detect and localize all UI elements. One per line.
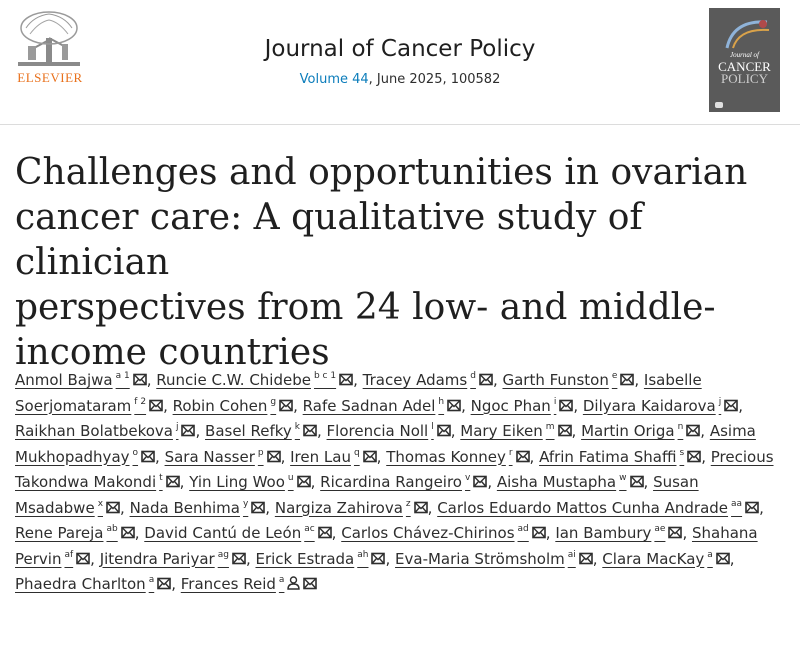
author-affiliation: aa [731, 498, 743, 509]
person-icon [287, 576, 300, 590]
envelope-icon [339, 373, 353, 386]
author-affiliation: a [148, 575, 155, 585]
envelope-icon [532, 526, 546, 539]
envelope-icon [363, 450, 377, 463]
envelope-icon [76, 552, 90, 565]
author-link[interactable] [15, 422, 195, 440]
author-link[interactable] [555, 524, 682, 542]
author-affiliation: k [294, 422, 300, 432]
author-link[interactable] [583, 397, 738, 415]
author-name: Jitendra Pariyar [99, 549, 215, 568]
envelope-icon [686, 424, 700, 437]
envelope-icon [716, 552, 730, 565]
article-title-line: perspectives from 24 low- and middle- [15, 287, 716, 328]
envelope-icon [473, 475, 487, 488]
author-affiliation: l [431, 422, 434, 432]
author-affiliation: v [464, 473, 471, 483]
author-affiliation: y [242, 498, 249, 509]
author-name: Phaedra Charlton [15, 575, 146, 593]
author-name: Yin Ling Woo [189, 473, 285, 491]
journal-info [0, 36, 800, 87]
author-affiliation: i [553, 396, 557, 407]
author-name: Shahana Pervin [15, 524, 758, 568]
author-affiliation: m [545, 422, 555, 432]
author-name: Aisha Mustapha [496, 473, 617, 491]
author-name: Precious Takondwa Makondi [15, 447, 774, 491]
article-title [15, 150, 785, 375]
author-link[interactable] [437, 499, 759, 517]
author-name: Sara Nasser [164, 447, 255, 466]
envelope-icon [303, 577, 317, 590]
author-affiliation: ag [217, 549, 229, 560]
envelope-icon [745, 501, 759, 514]
article-title-line: income countries [15, 332, 330, 373]
envelope-icon [279, 399, 293, 412]
author-link[interactable] [395, 550, 593, 568]
author-link[interactable] [581, 422, 700, 440]
author-list: Anmol Bajwa $^{a 1}$ , Runcie C.W. Chidebe $^{b c 1}$ , Tracey Adams $^d$ , Garth Funston $^e$ , Isabelle Soerjomataram $^{f 2}$ , Robin Cohen $^g$ , Rafe Sadnan Adel $^h$ , Ngoc Phan $^i$ , Dilyara Kaidarova $^j$ , Raikhan Bolatbekova $^j$ , Basel Refky $^k$ , Florencia Noll $^l$ , Mary Eiken $^m$ , Martin Origa $^n$ , Asima Mukhopadhyay $^o$ , Sara Nasser $^p$ , Iren Lau $^q$ , Thomas Konney $^r$ , Afrin Fatima Shaffi $^s$ , Precious Takondwa Makondi $^t$ , Yin Ling Woo $^u$ , Ricardina Rangeiro $^v$ , Aisha Mustapha $^w$ , Susan Msadabwe $^x$ , Nada Benhima $^y$ , Nargiza Zahirova $^z$ , Carlos Eduardo Mattos Cunha Andrade $^{aa}$ , Rene Pareja $^{ab}$ , David Cantú de León $^{ac}$ , Carlos Chávez-Chirinos $^{ad}$ , Ian Bambury $^{ae}$ , Shahana Pervin $^{af}$ , Jitendra Pariyar $^{ag}$ , Erick Estrada $^{ah}$ , Eva-Maria Strömsholm $^{ai}$ , Clara MacKay $^a$ , Phaedra Charlton $^a$ , Frances Reid $^a$ [15, 371, 774, 593]
author-link[interactable] [502, 371, 634, 389]
author-name: Garth Funston [502, 371, 609, 389]
envelope-icon [133, 373, 147, 386]
author-affiliation: p [257, 447, 264, 458]
author-affiliation: e [611, 371, 618, 381]
author-name: Basel Refky [205, 422, 292, 440]
article-header [0, 0, 800, 125]
author-link[interactable] [15, 575, 171, 593]
cover-small-text: Journal of [730, 51, 759, 59]
author-name: Thomas Konney [386, 447, 506, 466]
author-name: Tracey Adams [362, 371, 468, 389]
journal-title[interactable]: Journal of Cancer Policy [264, 36, 536, 62]
author-link[interactable] [15, 524, 135, 542]
cover-word-cancer: CANCER [718, 59, 771, 74]
author-affiliation: j [718, 396, 722, 407]
author-link[interactable] [165, 448, 281, 466]
author-affiliation: g [270, 396, 277, 407]
envelope-icon [516, 450, 530, 463]
author-name: Erick Estrada [255, 549, 355, 568]
author-link[interactable] [189, 473, 310, 491]
envelope-icon [303, 424, 317, 437]
author-name: Dilyara Kaidarova [582, 396, 716, 415]
envelope-icon [687, 450, 701, 463]
author-link[interactable] [320, 473, 487, 491]
author-link[interactable] [156, 371, 353, 389]
author-affiliation: ad [517, 524, 529, 534]
issue-details: , June 2025, 100582 [368, 72, 501, 87]
author-link[interactable] [130, 499, 266, 517]
author-link[interactable] [100, 550, 246, 568]
envelope-icon [414, 501, 428, 514]
author-affiliation: q [353, 447, 360, 458]
author-affiliation: d [470, 371, 476, 381]
author-affiliation: x [97, 498, 104, 509]
author-name: Robin Cohen [172, 396, 268, 415]
envelope-icon [371, 552, 385, 565]
author-affiliation: a [278, 575, 285, 585]
author-link[interactable] [460, 422, 571, 440]
author-affiliation: w [619, 473, 627, 483]
author-link[interactable] [275, 499, 428, 517]
author-name: Runcie C.W. Chidebe [156, 371, 311, 389]
publisher-name: ELSEVIER [17, 70, 83, 85]
author-affiliation: j [175, 422, 179, 432]
envelope-icon [141, 450, 155, 463]
envelope-icon [620, 373, 634, 386]
author-affiliation: h [438, 396, 445, 407]
cover-graphic-icon [723, 14, 773, 54]
envelope-icon [558, 424, 572, 437]
envelope-icon [297, 475, 311, 488]
author-name: Iren Lau [290, 447, 351, 466]
author-affiliation: af [64, 549, 74, 560]
envelope-icon [121, 526, 135, 539]
author-affiliation: f 2 [134, 396, 147, 407]
author-name: Asima Mukhopadhyay [15, 422, 756, 466]
author-name: Ricardina Rangeiro [320, 473, 462, 491]
author-link[interactable] [386, 448, 529, 466]
envelope-icon [724, 399, 738, 412]
author-affiliation: n [677, 422, 684, 432]
author-link[interactable] [303, 397, 461, 415]
envelope-icon [106, 501, 120, 514]
author-link[interactable] [255, 550, 385, 568]
author-affiliation: ab [106, 524, 118, 534]
cover-word-policy: POLICY [721, 71, 768, 86]
author-name: Carlos Eduardo Mattos Cunha Andrade [437, 498, 729, 517]
author-link[interactable] [497, 473, 644, 491]
cover-publisher-mark [715, 102, 723, 108]
envelope-icon [166, 475, 180, 488]
envelope-icon [559, 399, 573, 412]
author-name: Isabelle Soerjomataram [15, 371, 702, 415]
author-name: Nargiza Zahirova [274, 498, 403, 517]
author-link[interactable] [341, 524, 546, 542]
author-name: Eva-Maria Strömsholm [395, 549, 565, 568]
author-link[interactable] [144, 524, 331, 542]
envelope-icon [579, 552, 593, 565]
author-affiliation: ai [567, 549, 576, 560]
author-link[interactable] [181, 575, 318, 593]
author-name: Nada Benhima [129, 498, 240, 517]
author-affiliation: b c 1 [313, 371, 337, 381]
envelope-icon [251, 501, 265, 514]
author-link[interactable] [539, 448, 701, 466]
author-affiliation: ac [304, 524, 315, 534]
envelope-icon [447, 399, 461, 412]
author-name: Rene Pareja [15, 524, 104, 542]
author-name: Carlos Chávez-Chirinos [341, 524, 515, 542]
envelope-icon [668, 526, 682, 539]
envelope-icon [479, 373, 493, 386]
volume-link[interactable]: Volume 44 [299, 72, 369, 87]
author-name: Raikhan Bolatbekova [15, 422, 173, 440]
envelope-icon [157, 577, 171, 590]
author-name: David Cantú de León [144, 524, 302, 542]
author-affiliation: z [405, 498, 411, 509]
author-link[interactable] [363, 371, 493, 389]
author-name: Florencia Noll [326, 422, 429, 440]
envelope-icon [149, 399, 163, 412]
envelope-icon [437, 424, 451, 437]
author-link[interactable] [602, 550, 730, 568]
author-name: Anmol Bajwa [15, 371, 113, 389]
author-link[interactable] [471, 397, 574, 415]
author-affiliation: r [508, 447, 513, 458]
author-name: Martin Origa [581, 422, 675, 440]
author-affiliation: ah [357, 549, 369, 560]
author-affiliation: a [707, 549, 713, 560]
author-affiliation: u [287, 473, 294, 483]
envelope-icon [232, 552, 246, 565]
author-name: Susan Msadabwe [15, 473, 699, 517]
author-name: Mary Eiken [460, 422, 543, 440]
article-title-line: cancer care: A qualitative study of clinician [15, 197, 643, 283]
article-title-line: Challenges and opportunities in ovarian [15, 152, 748, 193]
envelope-icon [318, 526, 332, 539]
envelope-icon [630, 475, 644, 488]
author-affiliation: t [159, 473, 163, 483]
author-name: Ian Bambury [555, 524, 652, 542]
author-name: Frances Reid [180, 575, 276, 593]
author-affiliation: a 1 [115, 371, 130, 381]
author-link[interactable] [205, 422, 317, 440]
author-name: Ngoc Phan [470, 396, 551, 415]
author-link[interactable] [290, 448, 377, 466]
author-name: Rafe Sadnan Adel [302, 396, 436, 415]
envelope-icon [181, 424, 195, 437]
journal-cover-link[interactable] [709, 8, 780, 112]
author-link[interactable] [15, 371, 147, 389]
author-link[interactable] [173, 397, 294, 415]
author-name: Afrin Fatima Shaffi [539, 447, 677, 466]
author-name: Clara MacKay [602, 549, 705, 568]
envelope-icon [267, 450, 281, 463]
issue-info [0, 72, 800, 87]
author-affiliation: ae [654, 524, 666, 534]
author-link[interactable] [327, 422, 451, 440]
author-affiliation: s [679, 447, 685, 458]
author-affiliation: o [132, 447, 139, 458]
